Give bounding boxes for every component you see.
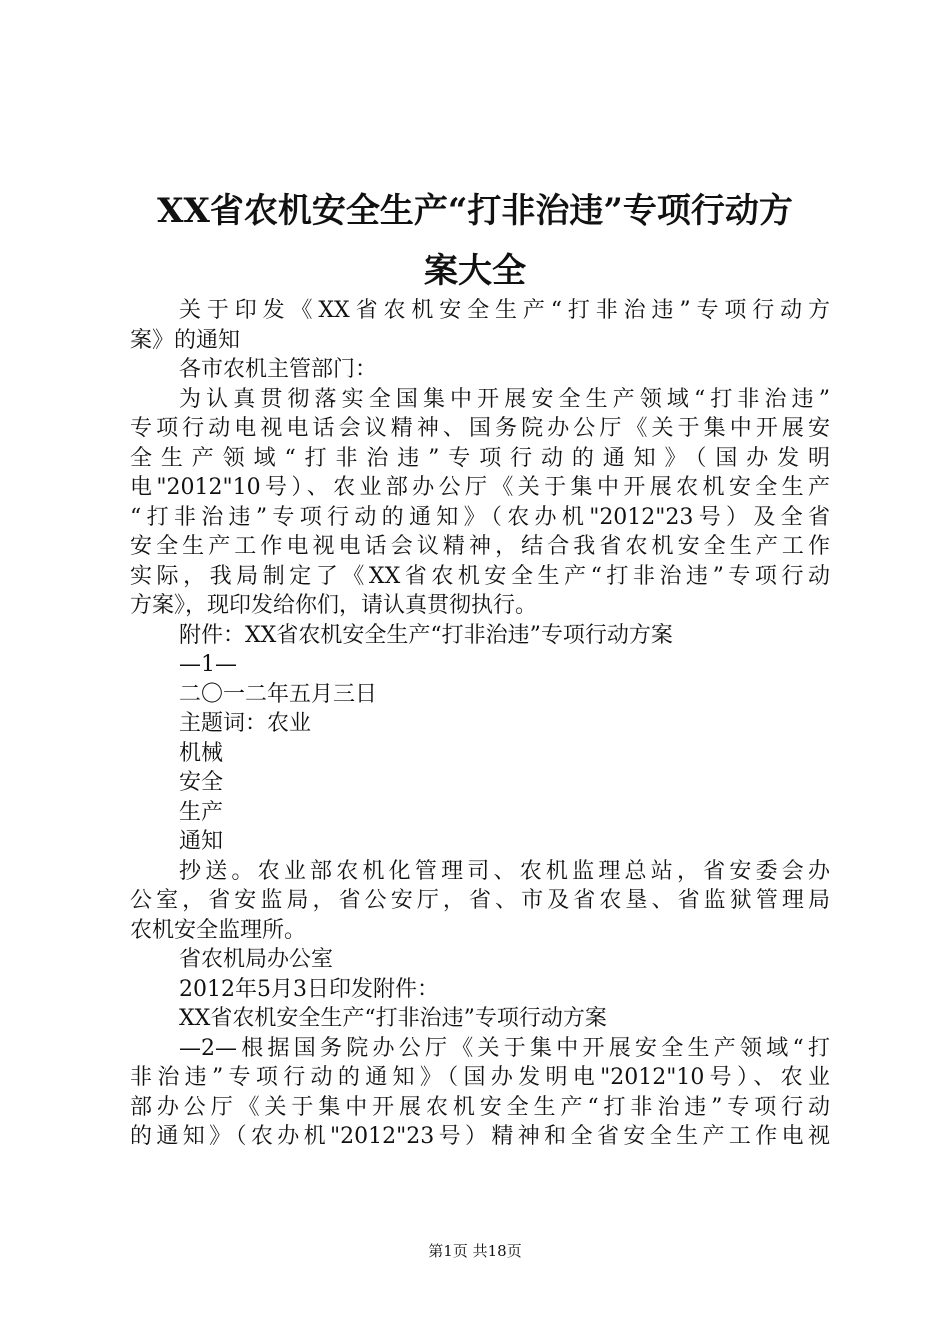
document-body [130, 296, 830, 1152]
body-line: 专项行动电视电话会议精神、国务院办公厅《关于集中开展安 [130, 416, 830, 441]
body-line: 2012年5月3日印发附件： [179, 976, 439, 1002]
body-line: 生产 [179, 799, 224, 825]
body-line: 为认真贯彻落实全国集中开展安全生产领域“打非治违” [179, 386, 830, 412]
body-line: 部办公厅《关于集中开展农机安全生产“打非治违”专项行动 [130, 1094, 830, 1120]
body-line: —2—根据国务院办公厅《关于集中开展安全生产领域“打 [179, 1035, 830, 1061]
body-line: 抄送。农业部农机化管理司、农机监理总站，省安委会办 [179, 858, 830, 884]
body-line: 附件：XX省农机安全生产“打非治违”专项行动方案 [179, 622, 673, 648]
body-line: 公室，省安监局，省公安厅，省、市及省农垦、省监狱管理局 [130, 888, 830, 913]
body-line: —1— [179, 652, 237, 677]
body-line: 农机安全监理所。 [130, 917, 307, 943]
body-line: 电"2012"10号）、农业部办公厅《关于集中开展农机安全生产 [130, 475, 830, 500]
body-line: 方案》，现印发给你们，请认真贯彻执行。 [130, 593, 538, 618]
body-line: 各市农机主管部门： [179, 357, 378, 382]
body-line: 省农机局办公室 [179, 947, 334, 972]
page-footer: 第1页 共18页 [428, 1242, 522, 1260]
body-line: 安全 [179, 770, 224, 795]
body-line: 的通知》（农办机"2012"23号）精神和全省安全生产工作电视 [130, 1124, 830, 1149]
body-line: 实际，我局制定了《XX省农机安全生产“打非治违”专项行动 [130, 563, 830, 589]
body-line: 非治违”专项行动的通知》（国办发明电"2012"10号）、农业 [130, 1065, 830, 1090]
body-line: XX省农机安全生产“打非治违”专项行动方案 [179, 1006, 607, 1031]
body-line: 二〇一二年五月三日 [179, 681, 378, 707]
body-line: 机械 [179, 740, 224, 766]
body-line: 案》的通知 [130, 327, 241, 353]
body-line: 关于印发《XX省农机安全生产“打非治违”专项行动方 [179, 298, 830, 323]
body-line: 安全生产工作电视电话会议精神，结合我省农机安全生产工作 [130, 534, 830, 559]
document-title-line-2: 案大全 [424, 251, 526, 291]
body-line: 全生产领域“打非治违”专项行动的通知》（国办发明 [130, 445, 830, 471]
body-line: 主题词：农业 [179, 711, 312, 736]
body-line: 通知 [179, 829, 224, 854]
document-title-line-1: XX省农机安全生产“打非治违”专项行动方 [157, 191, 793, 231]
body-line: “打非治违”专项行动的通知》（农办机"2012"23号）及全省 [130, 504, 830, 530]
